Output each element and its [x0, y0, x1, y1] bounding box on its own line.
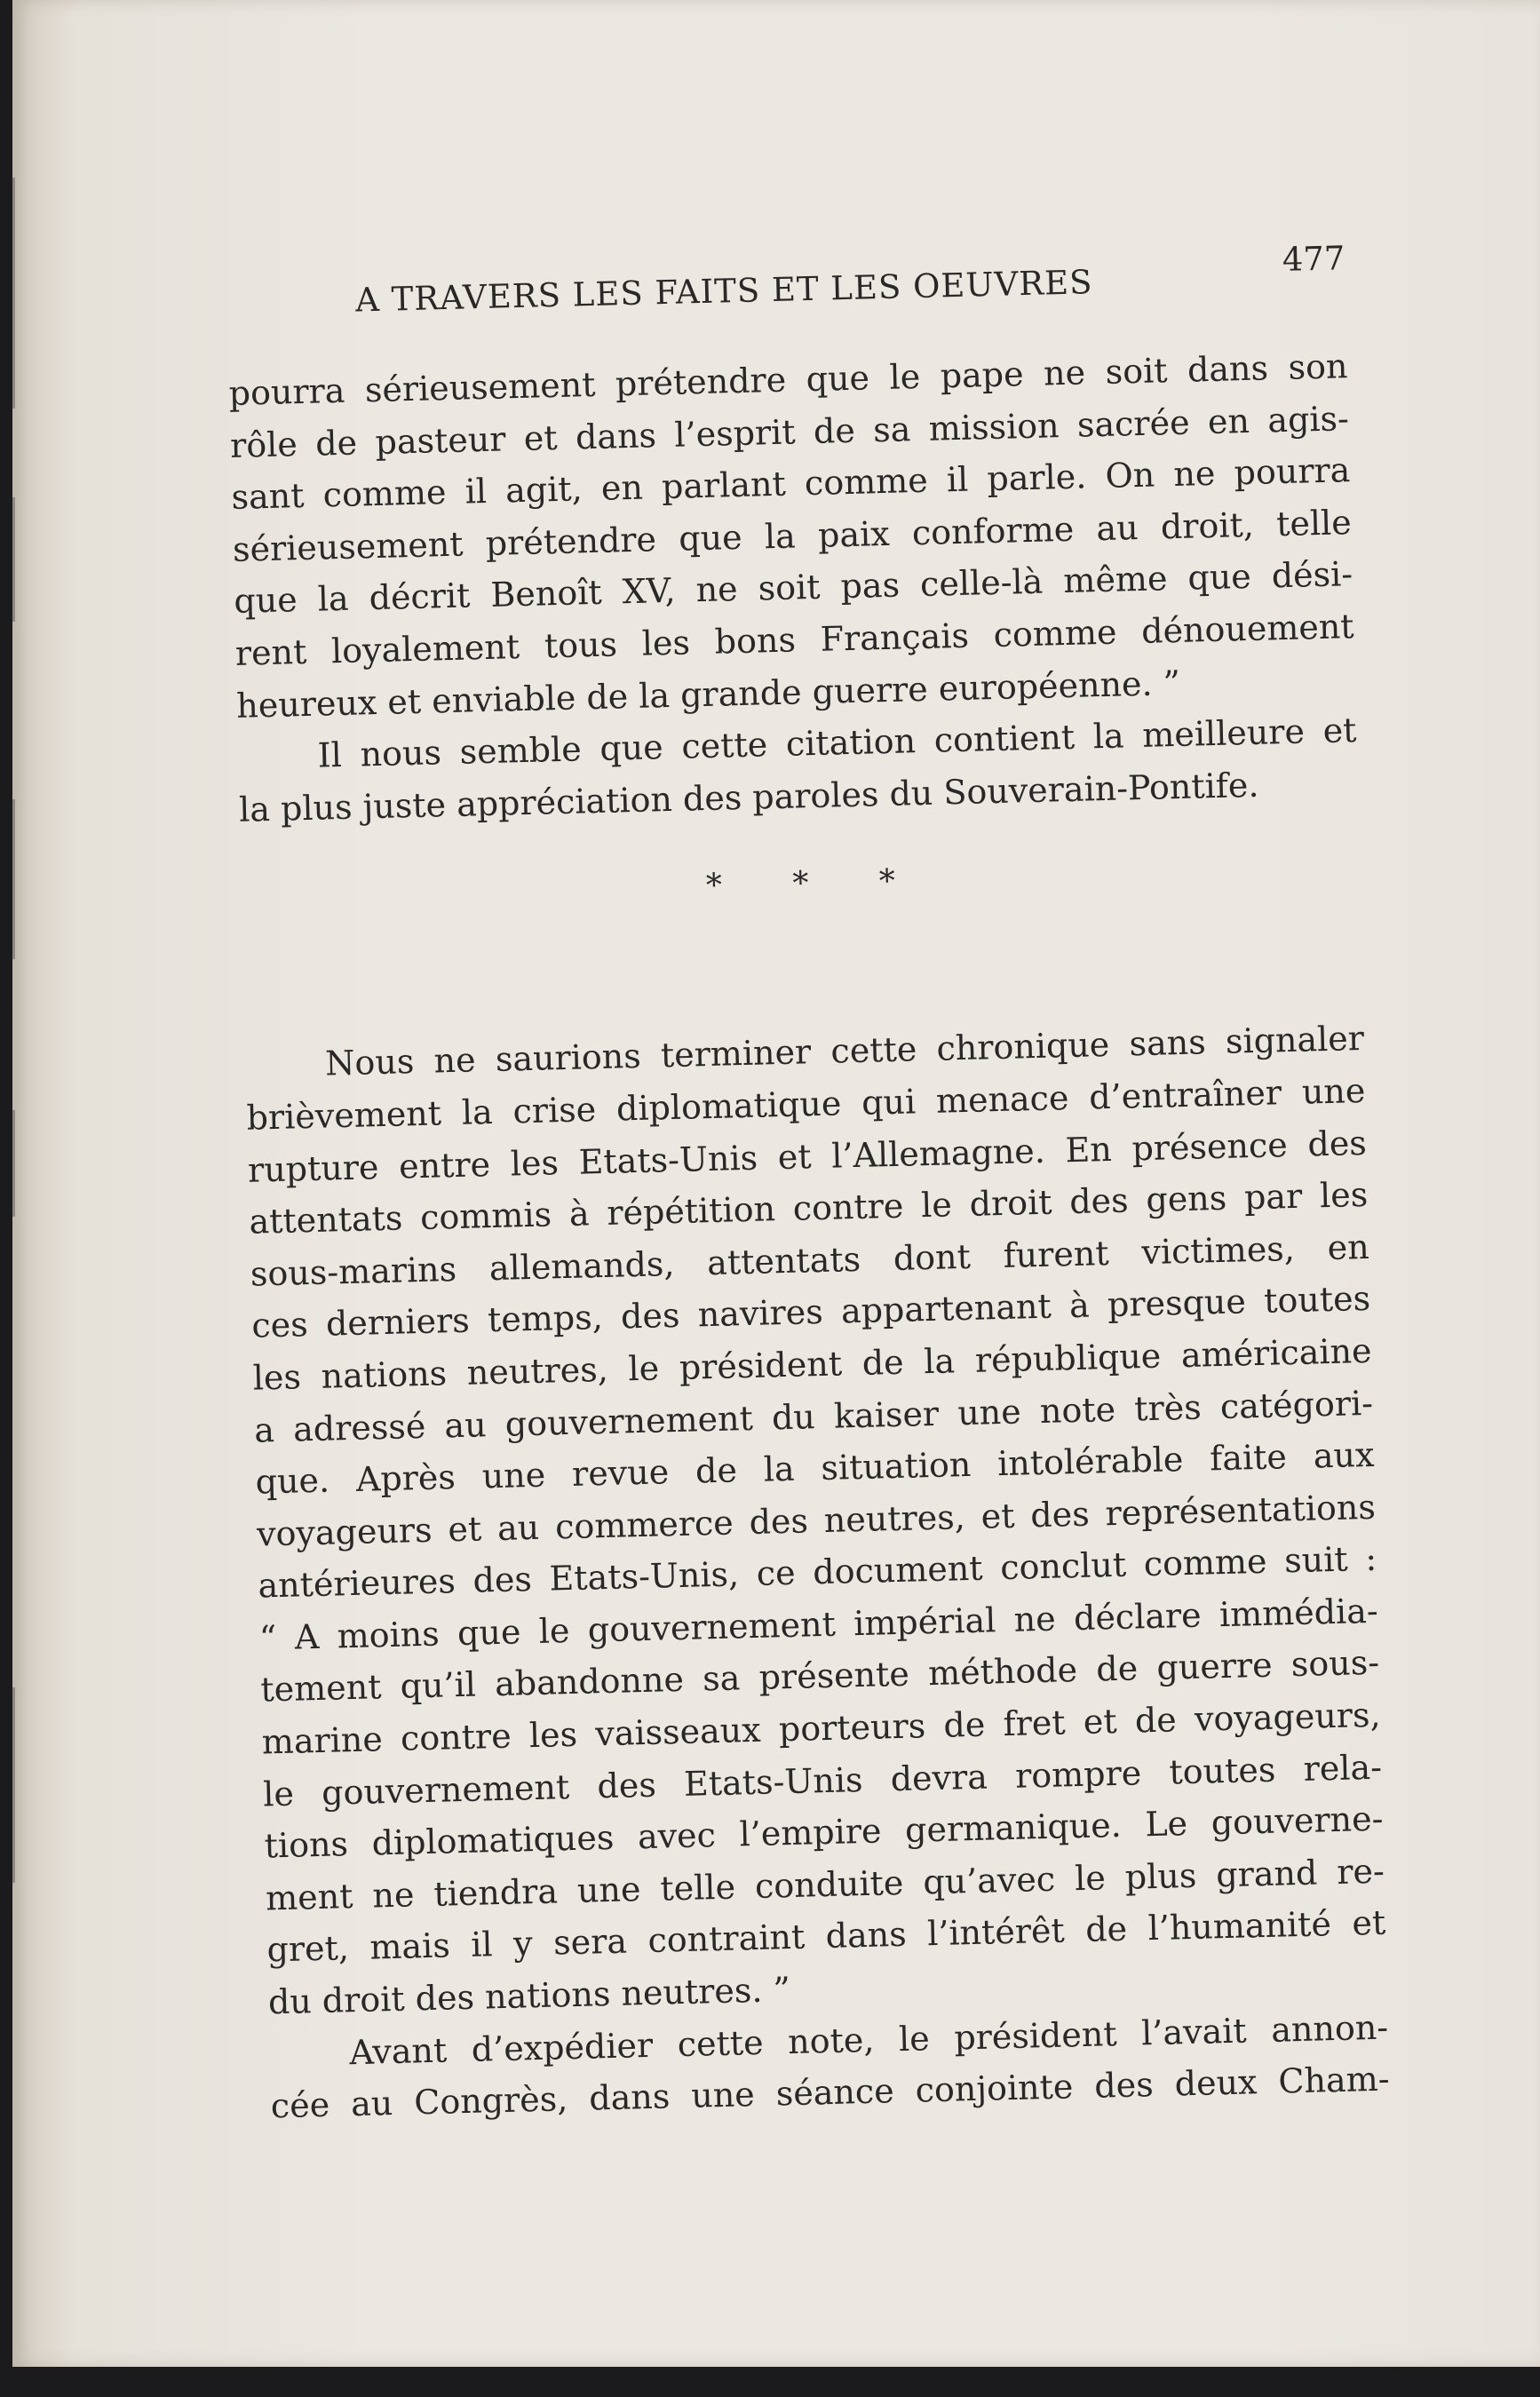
text-line: “ A moins que le gouvernement impérial ne déclare immédia-: [258, 1591, 1379, 1658]
paragraph: [228, 340, 1356, 732]
text-line: brièvement la crise diplomatique qui menace d’entraîner une: [246, 1070, 1366, 1138]
text-line: tions diplomatiques avec l’empire germanique. Le gouverne-: [264, 1798, 1384, 1866]
body-text: [228, 340, 1390, 2132]
text-line: rôle de pasteur et dans l’esprit de sa mission sacrée en agis-: [229, 398, 1350, 465]
text-line: du droit des nations neutres. ”: [267, 1970, 791, 2022]
binding-edge-mark: [12, 178, 15, 409]
section-separator: * * *: [705, 862, 926, 905]
text-line: la plus juste appréciation des paroles du Souverain-Pontife.: [238, 765, 1259, 829]
text-line: que la décrit Benoît XV, ne soit pas celle-là même que dési-: [233, 554, 1353, 622]
text-line: les nations neutres, le président de la république américaine: [252, 1330, 1372, 1398]
page-number: 477: [1282, 239, 1346, 279]
binding-edge-mark: [12, 497, 15, 622]
text-line: a adressé au gouvernement du kaiser une note très catégori-: [253, 1383, 1374, 1450]
text-line: ces derniers temps, des navires appartenant à presque toutes: [250, 1279, 1371, 1345]
binding-edge-mark: [12, 1687, 15, 1883]
text-line: Nous ne saurions terminer cette chronique sans signaler: [324, 1019, 1365, 1083]
running-header: [226, 230, 1346, 329]
text-line: pourra sérieusement prétendre que le pape ne soit dans son: [228, 346, 1348, 413]
text-line: sous-marins allemands, attentats dont furent victimes, en: [250, 1226, 1370, 1294]
running-title: A TRAVERS LES FAITS ET LES OEUVRES: [354, 263, 1093, 320]
paragraph: [245, 1012, 1388, 2028]
page-paper: [12, 0, 1540, 2367]
text-line: cée au Congrès, dans une séance conjointe des deux Cham-: [270, 2059, 1391, 2126]
text-line: le gouvernement des Etats-Unis devra rompre toutes rela-: [262, 1747, 1383, 1814]
book-page: [226, 230, 1390, 2132]
text-line: marine contre les vaisseaux porteurs de fret et de voyageurs,: [261, 1695, 1382, 1762]
text-line: tement qu’il abandonne sa présente méthode de guerre sous-: [259, 1643, 1380, 1710]
text-line: rent loyalement tous les bons Français comme dénouement: [234, 607, 1355, 673]
text-line: ment ne tiendra une telle conduite qu’avec le plus grand re-: [265, 1851, 1385, 1918]
text-line: Il nous semble que cette citation contient la meilleure et: [317, 710, 1357, 775]
text-line: voyageurs et au commerce des neutres, et des représentations: [256, 1487, 1377, 1554]
text-line: sérieusement prétendre que la paix conforme au droit, telle: [232, 502, 1353, 569]
text-line: heureux et enviable de la grande guerre européenne. ”: [235, 663, 1181, 726]
text-line: Avant d’expédier cette note, le président l’avait annon-: [348, 2007, 1389, 2072]
text-line: rupture entre les Etats-Unis et l’Allemagne. En présence des: [247, 1123, 1368, 1190]
text-line: antérieures des Etats-Unis, ce document conclut comme suit :: [258, 1539, 1377, 1606]
text-line: sant comme il agit, en parlant comme il parle. On ne pourra: [231, 450, 1351, 518]
text-line: gret, mais il y sera contraint dans l’intérêt de l’humanité et: [266, 1903, 1386, 1970]
text-line: attentats commis à répétition contre le droit des gens par les: [248, 1175, 1369, 1242]
binding-edge-mark: [12, 799, 15, 959]
text-line: que. Après une revue de la situation intolérable faite aux: [255, 1434, 1375, 1502]
binding-edge-mark: [12, 1110, 15, 1217]
